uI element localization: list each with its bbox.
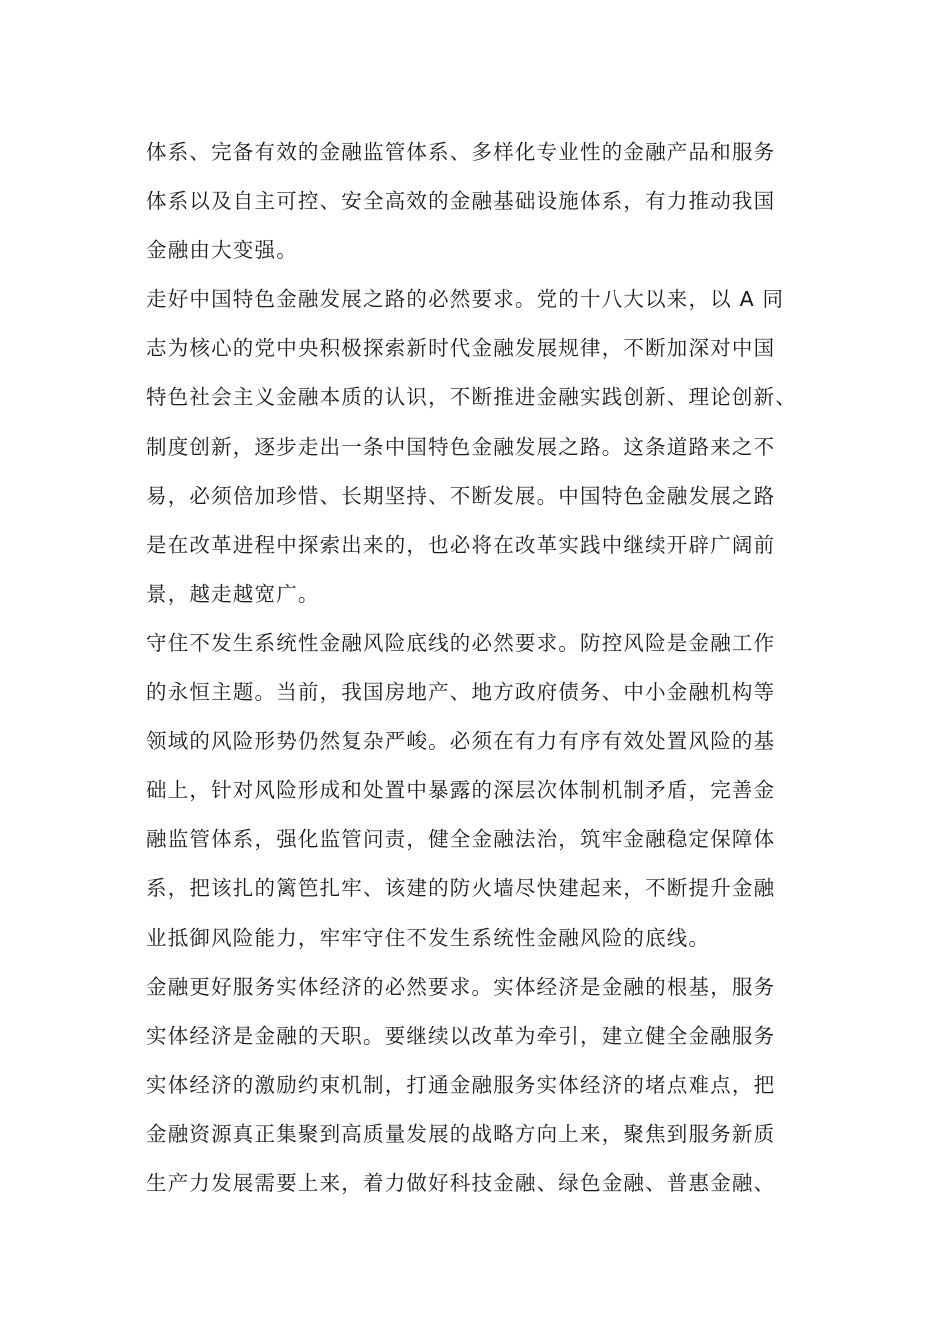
text-line: 生产力发展需要上来，着力做好科技金融、绿色金融、普惠金融、 — [146, 1170, 776, 1195]
text-line: 实体经济是金融的天职。要继续以改革为牵引，建立健全金融服务 — [146, 1023, 776, 1048]
text-line: 金融由大变强。 — [146, 238, 298, 263]
text-line: 守住不发生系统性金融风险底线的必然要求。防控风险是金融工作 — [146, 630, 776, 655]
text-line: 易，必须倍加珍惜、长期坚持、不断发展。中国特色金融发展之路 — [146, 483, 776, 508]
text-line: 系，把该扎的篱笆扎牢、该建的防火墙尽快建起来，不断提升金融 — [146, 876, 776, 901]
text-line: 是在改革进程中探索出来的，也必将在改革实践中继续开辟广阔前 — [146, 532, 776, 557]
text-line: 金融更好服务实体经济的必然要求。实体经济是金融的根基，服务 — [146, 974, 776, 999]
text-line: 体系以及自主可控、安全高效的金融基础设施体系，有力推动我国 — [146, 189, 776, 214]
text-line: 实体经济的激励约束机制，打通金融服务实体经济的堵点难点，把 — [146, 1072, 776, 1097]
text-line: 领域的风险形势仍然复杂严峻。必须在有力有序有效处置风险的基 — [146, 729, 776, 754]
text-line: 制度创新，逐步走出一条中国特色金融发展之路。这条道路来之不 — [146, 434, 776, 459]
text-line: 业抵御风险能力，牢牢守住不发生系统性金融风险的底线。 — [146, 925, 711, 950]
text-line: 体系、完备有效的金融监管体系、多样化专业性的金融产品和服务 — [146, 140, 776, 164]
text-line: 景，越走越宽广。 — [146, 581, 320, 606]
text-line: 础上，针对风险形成和处置中暴露的深层次体制机制矛盾，完善金 — [146, 778, 776, 803]
text-line: 金融资源真正集聚到高质量发展的战略方向上来，聚焦到服务新质 — [146, 1121, 776, 1146]
text-line: 融监管体系，强化监管问责，健全金融法治，筑牢金融稳定保障体 — [146, 827, 776, 852]
text-line: 特色社会主义金融本质的认识，不断推进金融实践创新、理论创新、 — [146, 385, 797, 410]
text-line: 走好中国特色金融发展之路的必然要求。党的十八大以来，以 A 同 — [146, 287, 785, 312]
text-line: 的永恒主题。当前，我国房地产、地方政府债务、中小金融机构等 — [146, 680, 776, 705]
body-text — [146, 128, 806, 1208]
text-line: 志为核心的党中央积极探索新时代金融发展规律，不断加深对中国 — [146, 336, 776, 361]
